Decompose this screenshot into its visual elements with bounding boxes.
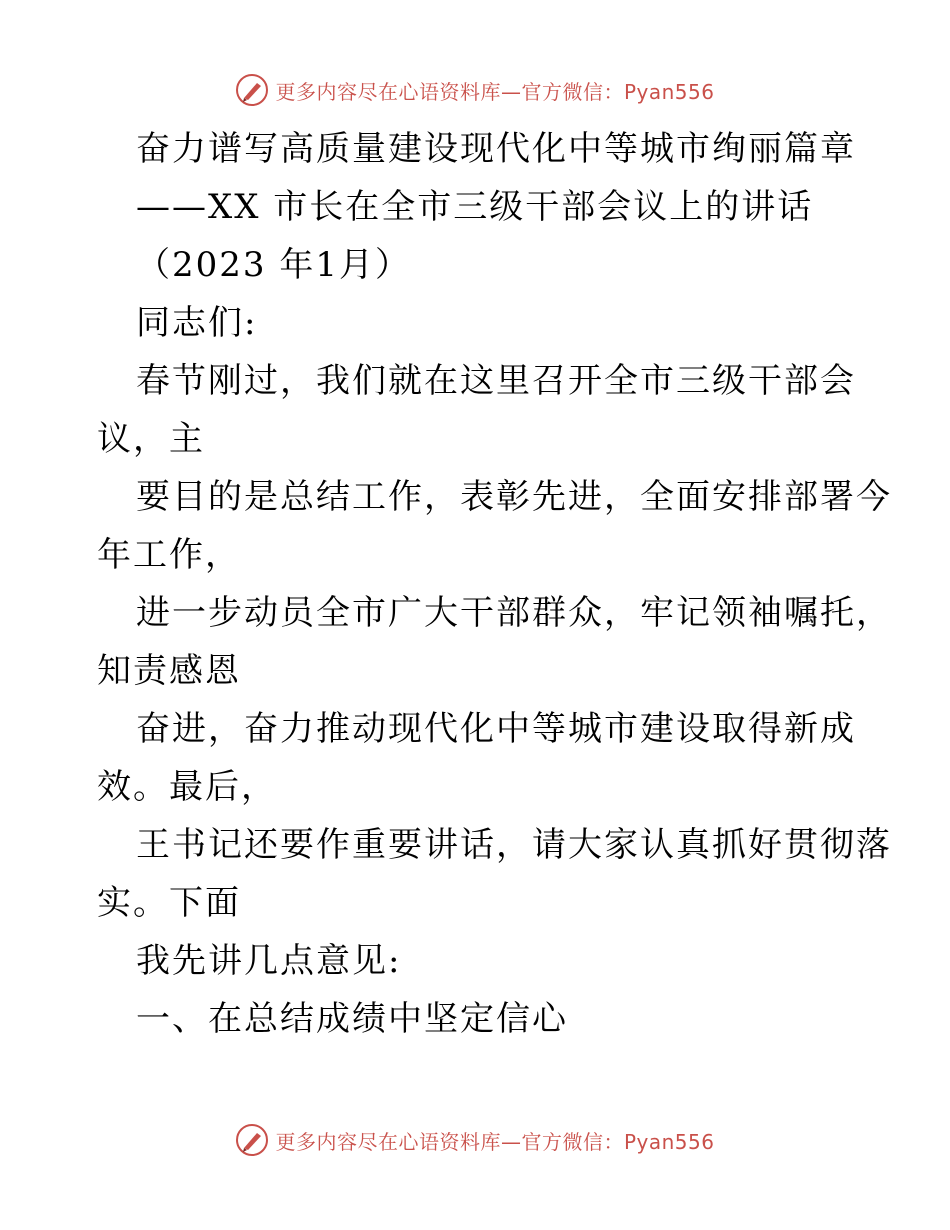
watermark-text: 更多内容尽在心语资料库—官方微信：Pyan556 (275, 79, 715, 104)
text-line: 奋力谱写高质量建设现代化中等城市绚丽篇章 (136, 129, 856, 169)
text-line: 实。下面 (97, 883, 241, 923)
text-line: 我先讲几点意见: (136, 941, 402, 981)
watermark-text: 更多内容尽在心语资料库—官方微信：Pyan556 (275, 1129, 715, 1154)
document-body (97, 120, 892, 1048)
text-line: 议，主 (97, 419, 205, 459)
text-line: 年工作， (97, 535, 241, 575)
text-line: ——XX 市长在全市三级干部会议上的讲话 (136, 187, 814, 227)
footer-watermark (0, 1120, 950, 1160)
text-line: 一、在总结成绩中坚定信心 (136, 999, 568, 1039)
text-line: 知责感恩 (97, 651, 241, 691)
text-line: 王书记还要作重要讲话，请大家认真抓好贯彻落 (136, 825, 892, 865)
pen-logo-icon (235, 1123, 269, 1157)
text-line: 同志们: (136, 303, 258, 343)
text-line: 要目的是总结工作，表彰先进，全面安排部署今 (136, 477, 892, 517)
text-line: 进一步动员全市广大干部群众，牢记领袖嘱托， (136, 593, 892, 633)
pen-logo-icon (235, 73, 269, 107)
text-line: （2023 年1月） (136, 245, 411, 285)
header-watermark (0, 70, 950, 110)
text-line: 春节刚过，我们就在这里召开全市三级干部会 (136, 361, 856, 401)
text-line: 效。最后， (97, 767, 277, 807)
text-line: 奋进，奋力推动现代化中等城市建设取得新成 (136, 709, 856, 749)
